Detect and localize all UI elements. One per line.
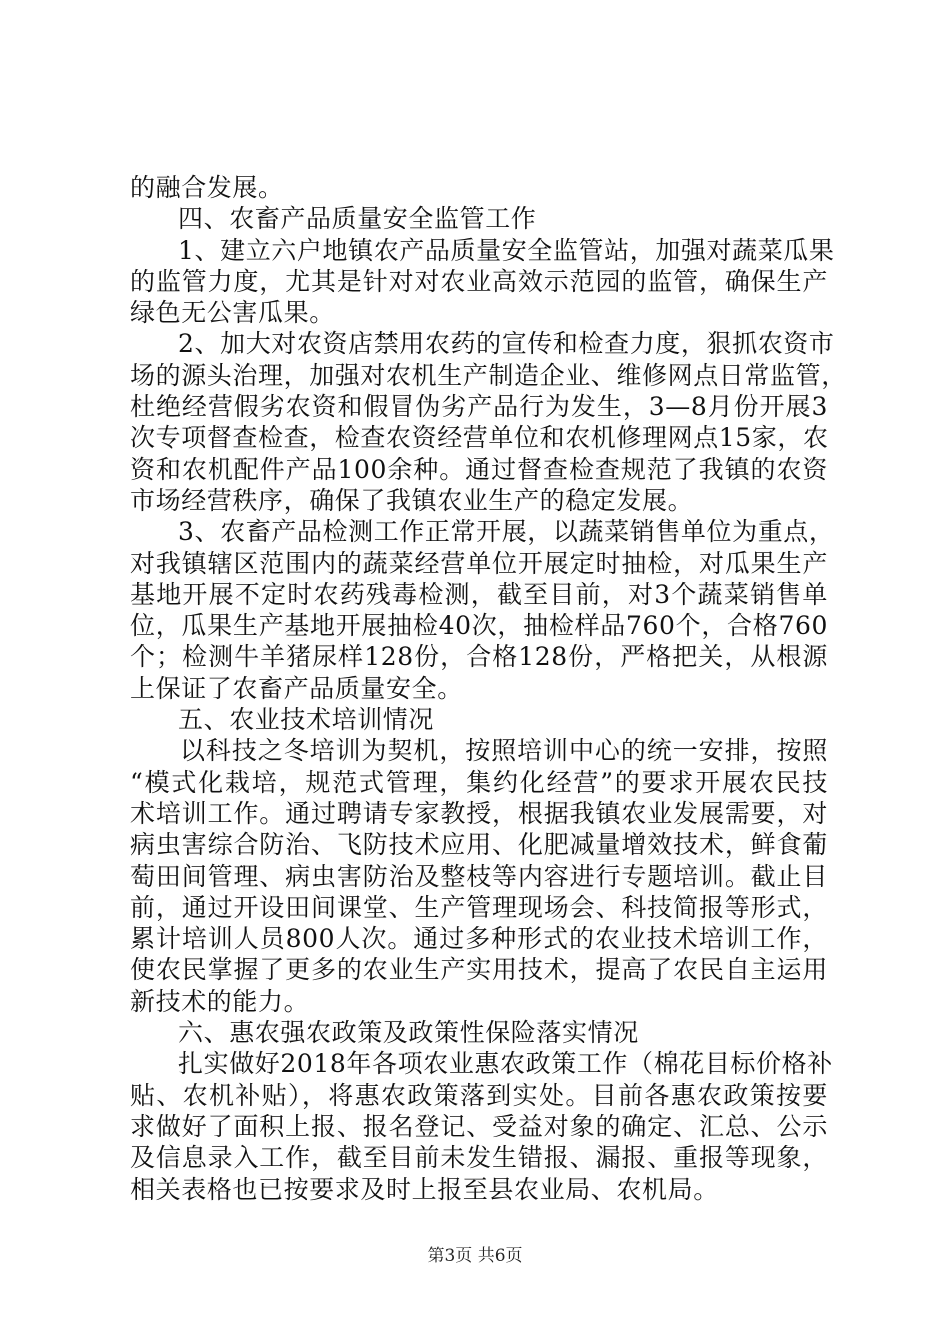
text-line: 求做好了面积上报、报名登记、受益对象的确定、汇总、公示: [130, 1111, 828, 1141]
text-line: 及信息录入工作，截至目前未发生错报、漏报、重报等现象，: [130, 1143, 828, 1173]
text-line: 2、加大对农资店禁用农药的宣传和检查力度，狠抓农资市: [178, 329, 835, 359]
section-heading: 五、农业技术培训情况: [178, 705, 435, 735]
text-line: 对我镇辖区范围内的蔬菜经营单位开展定时抽检，对瓜果生产: [130, 548, 828, 578]
text-line: 以科技之冬培训为契机，按照培训中心的统一安排，按照: [180, 736, 828, 766]
text-line: 次专项督查检查，检查农资经营单位和农机修理网点15家，农: [130, 423, 829, 453]
text-line: 上保证了农畜产品质量安全。: [130, 673, 463, 703]
text-line: 贴、农机补贴），将惠农政策落到实处。目前各惠农政策按要: [130, 1080, 828, 1110]
text-line: 新技术的能力。: [130, 986, 310, 1016]
text-line: 场的源头治理，加强对农机生产制造企业、维修网点日常监管，: [130, 360, 847, 390]
text-line: 3、农畜产品检测工作正常开展，以蔬菜销售单位为重点，: [178, 517, 835, 547]
text-line: 的监管力度，尤其是针对对农业高效示范园的监管，确保生产: [130, 266, 828, 296]
text-line: 绿色无公害瓜果。: [130, 298, 335, 328]
document-body: [130, 172, 847, 1205]
text-line: 个；检测牛羊猪尿样128份，合格128份，严格把关，从根源: [130, 642, 828, 672]
text-line: 术培训工作。通过聘请专家教授，根据我镇农业发展需要，对: [130, 798, 828, 828]
page-indicator: 第3页 共6页: [427, 1246, 523, 1266]
text-line: 杜绝经营假劣农资和假冒伪劣产品行为发生，3—8月份开展3: [130, 392, 828, 422]
text-line: “模式化栽培，规范式管理，集约化经营”的要求开展农民技: [130, 767, 828, 797]
text-line: 累计培训人员800人次。通过多种形式的农业技术培训工作，: [130, 924, 828, 954]
text-line: 相关表格也已按要求及时上报至县农业局、农机局。: [130, 1174, 719, 1204]
text-line: 扎实做好2018年各项农业惠农政策工作（棉花目标价格补: [178, 1049, 833, 1079]
section-heading: 四、农畜产品质量安全监管工作: [178, 204, 537, 234]
text-line: 使农民掌握了更多的农业生产实用技术，提高了农民自主运用: [130, 955, 828, 985]
text-line: 基地开展不定时农药残毒检测，截至目前，对3个蔬菜销售单: [130, 579, 828, 609]
section-heading: 六、惠农强农政策及政策性保险落实情况: [178, 1018, 639, 1048]
text-line: 病虫害综合防治、飞防技术应用、化肥减量增效技术，鲜食葡: [130, 830, 828, 860]
text-line: 资和农机配件产品100余种。通过督查检查规范了我镇的农资: [130, 454, 828, 484]
text-line: 1、建立六户地镇农产品质量安全监管站，加强对蔬菜瓜果: [178, 235, 835, 265]
text-line: 位，瓜果生产基地开展抽检40次，抽检样品760个，合格760: [130, 611, 828, 641]
text-line: 萄田间管理、病虫害防治及整枝等内容进行专题培训。截止目: [130, 861, 828, 891]
text-line: 的融合发展。: [130, 173, 284, 202]
text-line: 前，通过开设田间课堂、生产管理现场会、科技简报等形式，: [130, 892, 828, 922]
text-line: 市场经营秩序，确保了我镇农业生产的稳定发展。: [130, 485, 694, 515]
